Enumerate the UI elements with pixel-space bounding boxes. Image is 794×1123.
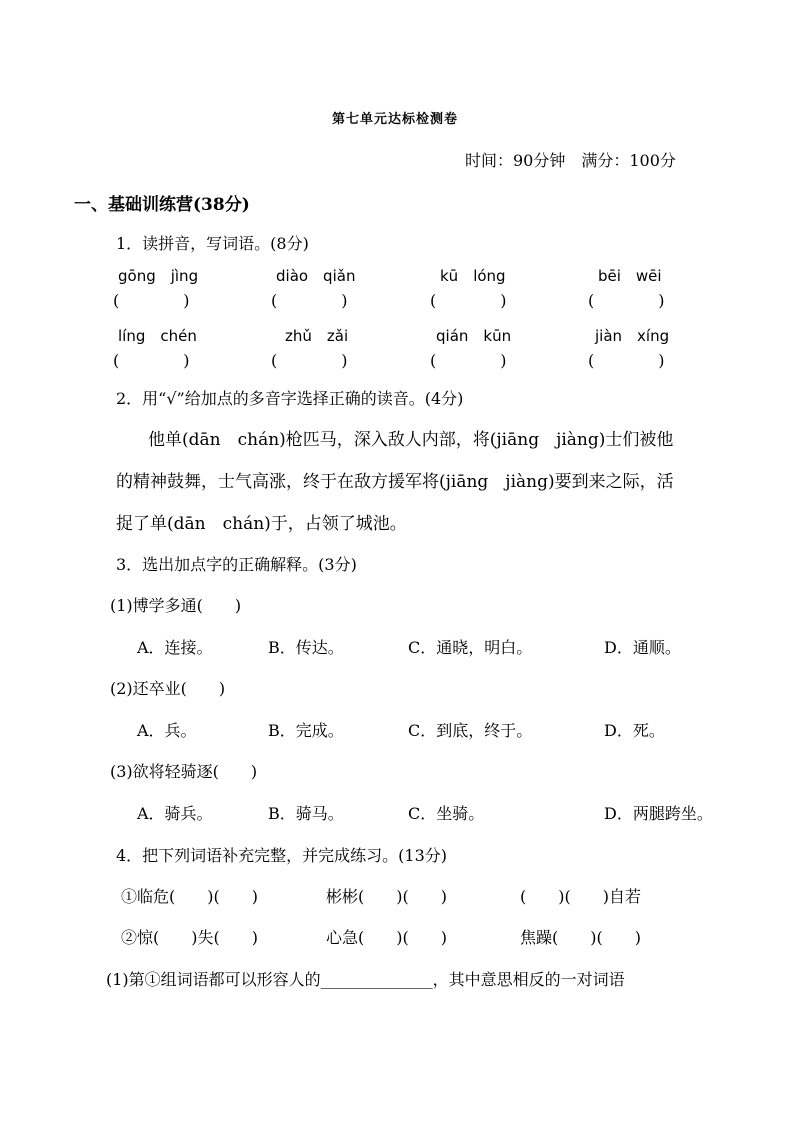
pinyin-6: zhǔ zǎi: [285, 327, 349, 345]
idiom-blank-group[interactable]: 彬彬( )( ): [326, 887, 447, 906]
idiom-blank-group[interactable]: 心急( )( ): [326, 928, 447, 947]
answer-blank[interactable]: ( ): [430, 351, 507, 370]
page-title: 第七单元达标检测卷: [332, 112, 459, 127]
answer-blank[interactable]: ( ): [113, 351, 190, 370]
answer-blank[interactable]: ( ): [113, 291, 190, 310]
option-c[interactable]: C．坐骑。: [408, 804, 485, 823]
pinyin-4: bēi wēi: [598, 267, 662, 285]
option-a[interactable]: A．兵。: [137, 721, 197, 740]
answer-blank[interactable]: ( ): [588, 351, 665, 370]
pinyin-1: gōng jìng: [118, 267, 199, 285]
q1-heading: 1．读拼音，写词语。(8分): [116, 234, 309, 253]
q3-item-stem: (1)博学多通( ): [110, 596, 242, 615]
q3-heading: 3．选出加点字的正确解释。(3分): [116, 555, 357, 574]
option-b[interactable]: B．骑马。: [268, 804, 344, 823]
q2-paragraph-line: 捉了单(dān chán)于，占领了城池。: [116, 514, 407, 534]
q2-paragraph-line: 的精神鼓舞，士气高涨，终于在敌方援军将(jiāng jiàng)要到来之际，活: [116, 472, 674, 492]
q4-heading: 4．把下列词语补充完整，并完成练习。(13分): [116, 846, 448, 865]
answer-blank[interactable]: ( ): [588, 291, 665, 310]
q4-subquestion: (1)第①组词语都可以形容人的______________，其中意思相反的一对词语: [106, 970, 625, 989]
answer-blank[interactable]: ( ): [271, 291, 348, 310]
pinyin-2: diào qiǎn: [276, 267, 356, 285]
pinyin-8: jiàn xíng: [595, 327, 670, 345]
q3-item-stem: (3)欲将轻骑逐( ): [110, 762, 258, 781]
q3-item-stem: (2)还卒业( ): [110, 679, 226, 698]
idiom-blank-group[interactable]: 焦躁( )( ): [520, 928, 641, 947]
answer-blank[interactable]: ( ): [430, 291, 507, 310]
pinyin-3: kū lóng: [440, 267, 506, 285]
idiom-blank-group[interactable]: ( )( )自若: [520, 887, 641, 906]
option-b[interactable]: B．完成。: [268, 721, 344, 740]
option-b[interactable]: B．传达。: [268, 638, 344, 657]
option-d[interactable]: D．通顺。: [604, 638, 681, 657]
option-c[interactable]: C．到底，终于。: [408, 721, 533, 740]
pinyin-7: qián kūn: [436, 327, 512, 345]
pinyin-5: líng chén: [118, 327, 197, 345]
section-heading: 一、基础训练营(38分): [74, 195, 250, 215]
q2-paragraph-line: 他单(dān chán)枪匹马，深入敌人内部，将(jiāng jiàng)士们被他: [148, 430, 674, 450]
option-d[interactable]: D．死。: [604, 721, 665, 740]
idiom-blank-group[interactable]: ①临危( )( ): [121, 887, 258, 906]
idiom-blank-group[interactable]: ②惊( )失( ): [121, 928, 258, 947]
answer-blank[interactable]: ( ): [271, 351, 348, 370]
q2-heading: 2．用“√”给加点的多音字选择正确的读音。(4分): [116, 389, 464, 408]
option-a[interactable]: A．连接。: [137, 638, 213, 657]
option-d[interactable]: D．两腿跨坐。: [604, 804, 713, 823]
option-c[interactable]: C．通晓，明白。: [408, 638, 533, 657]
option-a[interactable]: A．骑兵。: [137, 804, 213, 823]
time-info: 时间：90分钟 满分：100分: [465, 151, 676, 170]
